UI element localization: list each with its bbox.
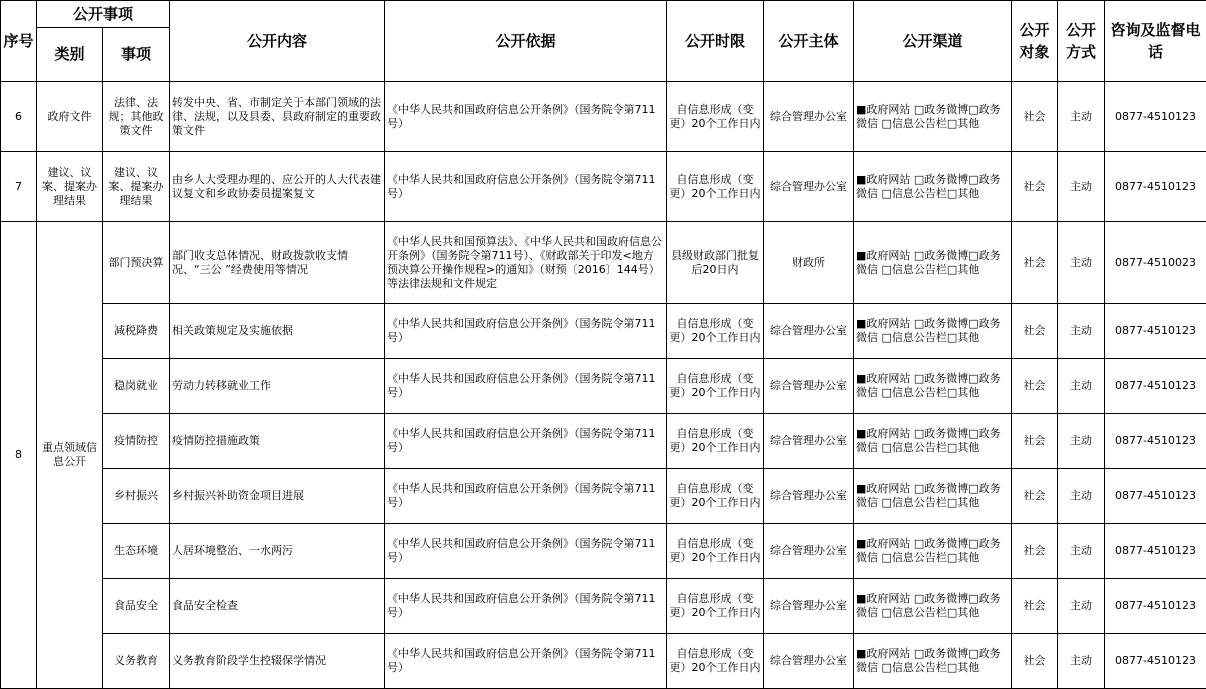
row-time: 自信息形成（变更）20个工作日内 <box>667 359 764 414</box>
header-phone: 咨询及监督电话 <box>1105 1 1206 82</box>
header-item: 事项 <box>103 28 170 82</box>
row-method: 主动 <box>1058 304 1105 359</box>
table-row <box>1 414 1206 469</box>
row-basis: 《中华人民共和国政府信息公开条例》（国务院令第711号） <box>385 359 667 414</box>
row-time: 自信息形成（变更）20个工作日内 <box>667 152 764 222</box>
row-method: 主动 <box>1058 152 1105 222</box>
table-row <box>1 524 1206 579</box>
row-phone: 0877-4510123 <box>1105 304 1206 359</box>
row-subject: 综合管理办公室 <box>764 579 854 634</box>
row-time: 县级财政部门批复后20日内 <box>667 222 764 304</box>
row-target: 社会 <box>1012 634 1058 689</box>
row-subject: 综合管理办公室 <box>764 359 854 414</box>
row-target: 社会 <box>1012 304 1058 359</box>
row-subject: 综合管理办公室 <box>764 524 854 579</box>
row-category: 建议、议案、提案办理结果 <box>37 152 103 222</box>
row-category: 重点领域信息公开 <box>37 222 103 689</box>
header-method: 公开方式 <box>1058 1 1105 82</box>
table-row <box>1 359 1206 414</box>
row-subject: 综合管理办公室 <box>764 82 854 152</box>
row-item: 疫情防控 <box>103 414 170 469</box>
header-matters-group: 公开事项 <box>37 1 170 28</box>
row-item: 减税降费 <box>103 304 170 359</box>
table-row <box>1 634 1206 689</box>
row-phone: 0877-4510123 <box>1105 359 1206 414</box>
row-channel: ■政府网站 □政务微博□政务微信 □信息公告栏□其他 <box>854 152 1012 222</box>
row-time: 自信息形成（变更）20个工作日内 <box>667 469 764 524</box>
header-subject: 公开主体 <box>764 1 854 82</box>
row-channel: ■政府网站 □政务微博□政务微信 □信息公告栏□其他 <box>854 359 1012 414</box>
row-channel: ■政府网站 □政务微博□政务微信 □信息公告栏□其他 <box>854 469 1012 524</box>
row-phone: 0877-4510123 <box>1105 469 1206 524</box>
row-subject: 综合管理办公室 <box>764 414 854 469</box>
row-channel: ■政府网站 □政务微博□政务微信 □信息公告栏□其他 <box>854 414 1012 469</box>
row-time: 自信息形成（变更）20个工作日内 <box>667 304 764 359</box>
row-content: 人居环境整治、一水两污 <box>170 524 385 579</box>
row-content: 食品安全检查 <box>170 579 385 634</box>
row-phone: 0877-4510123 <box>1105 82 1206 152</box>
row-target: 社会 <box>1012 524 1058 579</box>
row-method: 主动 <box>1058 414 1105 469</box>
row-content: 疫情防控措施政策 <box>170 414 385 469</box>
row-method: 主动 <box>1058 82 1105 152</box>
row-content: 部门收支总体情况、财政拨款收支情况、“三公 ”经费使用等情况 <box>170 222 385 304</box>
row-basis: 《中华人民共和国政府信息公开条例》（国务院令第711号） <box>385 634 667 689</box>
header-seq: 序号 <box>1 1 37 82</box>
table-row <box>1 579 1206 634</box>
row-time: 自信息形成（变更）20个工作日内 <box>667 634 764 689</box>
header-time: 公开时限 <box>667 1 764 82</box>
row-basis: 《中华人民共和国政府信息公开条例》（国务院令第711号） <box>385 469 667 524</box>
row-phone: 0877-4510123 <box>1105 414 1206 469</box>
row-basis: 《中华人民共和国政府信息公开条例》（国务院令第711号） <box>385 414 667 469</box>
row-phone: 0877-4510123 <box>1105 579 1206 634</box>
row-basis: 《中华人民共和国政府信息公开条例》（国务院令第711号） <box>385 304 667 359</box>
row-channel: ■政府网站 □政务微博□政务微信 □信息公告栏□其他 <box>854 579 1012 634</box>
row-phone: 0877-4510123 <box>1105 152 1206 222</box>
row-time: 自信息形成（变更）20个工作日内 <box>667 524 764 579</box>
header-category: 类别 <box>37 28 103 82</box>
row-method: 主动 <box>1058 524 1105 579</box>
row-method: 主动 <box>1058 579 1105 634</box>
row-content: 转发中央、省、市制定关于本部门领域的法律、法规，以及县委、县政府制定的重要政策文件 <box>170 82 385 152</box>
row-subject: 综合管理办公室 <box>764 152 854 222</box>
header-channel: 公开渠道 <box>854 1 1012 82</box>
row-content: 由乡人大受理办理的、应公开的人大代表建议复文和乡政协委员提案复文 <box>170 152 385 222</box>
row-subject: 综合管理办公室 <box>764 304 854 359</box>
row-channel: ■政府网站 □政务微博□政务微信 □信息公告栏□其他 <box>854 634 1012 689</box>
row-channel: ■政府网站 □政务微博□政务微信 □信息公告栏□其他 <box>854 82 1012 152</box>
table-row <box>1 304 1206 359</box>
header-basis: 公开依据 <box>385 1 667 82</box>
row-subject: 综合管理办公室 <box>764 634 854 689</box>
row-seq: 8 <box>1 222 37 689</box>
row-channel: ■政府网站 □政务微博□政务微信 □信息公告栏□其他 <box>854 524 1012 579</box>
row-subject: 综合管理办公室 <box>764 469 854 524</box>
row-content: 相关政策规定及实施依据 <box>170 304 385 359</box>
row-basis: 《中华人民共和国政府信息公开条例》（国务院令第711号） <box>385 524 667 579</box>
row-target: 社会 <box>1012 222 1058 304</box>
row-basis: 《中华人民共和国预算法》、《中华人民共和国政府信息公开条例》（国务院令第711号）、《财政部关于印发<地方预决算公开操作规程>的通知》（财预〔2016〕144号）等法律法规和文件规定 <box>385 222 667 304</box>
row-target: 社会 <box>1012 359 1058 414</box>
row-content: 劳动力转移就业工作 <box>170 359 385 414</box>
row-subject: 财政所 <box>764 222 854 304</box>
row-item: 稳岗就业 <box>103 359 170 414</box>
table-row <box>1 82 1206 152</box>
table-row <box>1 222 1206 304</box>
row-basis: 《中华人民共和国政府信息公开条例》（国务院令第711号） <box>385 152 667 222</box>
row-time: 自信息形成（变更）20个工作日内 <box>667 414 764 469</box>
row-target: 社会 <box>1012 82 1058 152</box>
row-basis: 《中华人民共和国政府信息公开条例》（国务院令第711号） <box>385 579 667 634</box>
row-method: 主动 <box>1058 359 1105 414</box>
row-item: 食品安全 <box>103 579 170 634</box>
row-basis: 《中华人民共和国政府信息公开条例》（国务院令第711号） <box>385 82 667 152</box>
row-item: 义务教育 <box>103 634 170 689</box>
row-item: 乡村振兴 <box>103 469 170 524</box>
row-target: 社会 <box>1012 469 1058 524</box>
row-phone: 0877-4510023 <box>1105 222 1206 304</box>
table-row <box>1 152 1206 222</box>
row-target: 社会 <box>1012 152 1058 222</box>
row-phone: 0877-4510123 <box>1105 524 1206 579</box>
row-method: 主动 <box>1058 634 1105 689</box>
row-time: 自信息形成（变更）20个工作日内 <box>667 82 764 152</box>
row-seq: 7 <box>1 152 37 222</box>
row-phone: 0877-4510123 <box>1105 634 1206 689</box>
row-seq: 6 <box>1 82 37 152</box>
row-method: 主动 <box>1058 469 1105 524</box>
row-time: 自信息形成（变更）20个工作日内 <box>667 579 764 634</box>
row-channel: ■政府网站 □政务微博□政务微信 □信息公告栏□其他 <box>854 222 1012 304</box>
row-item: 生态环境 <box>103 524 170 579</box>
header-content: 公开内容 <box>170 1 385 82</box>
row-channel: ■政府网站 □政务微博□政务微信 □信息公告栏□其他 <box>854 304 1012 359</box>
row-item: 建议、议案、提案办理结果 <box>103 152 170 222</box>
row-target: 社会 <box>1012 414 1058 469</box>
row-method: 主动 <box>1058 222 1105 304</box>
row-target: 社会 <box>1012 579 1058 634</box>
row-item: 法律、法规；其他政策文件 <box>103 82 170 152</box>
header-target: 公开对象 <box>1012 1 1058 82</box>
table-row <box>1 469 1206 524</box>
row-item: 部门预决算 <box>103 222 170 304</box>
row-content: 乡村振兴补助资金项目进展 <box>170 469 385 524</box>
row-content: 义务教育阶段学生控辍保学情况 <box>170 634 385 689</box>
row-category: 政府文件 <box>37 82 103 152</box>
